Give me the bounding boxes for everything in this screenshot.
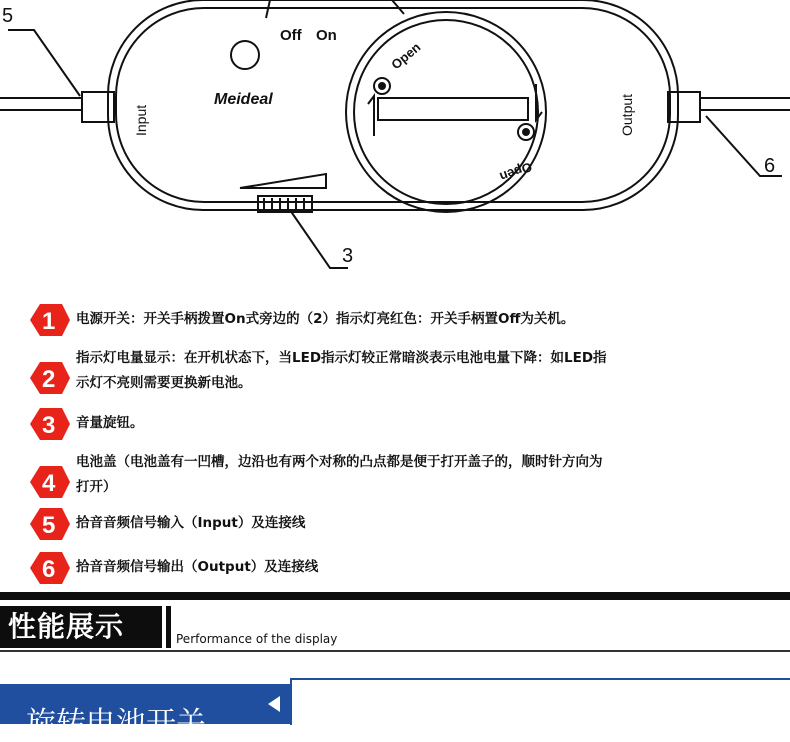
- number-badge-5: [26, 506, 70, 542]
- section-subtitle: Performance of the display: [176, 632, 338, 646]
- open-label-top: Open: [388, 39, 424, 73]
- open-label-bottom: Open: [497, 159, 535, 185]
- svg-text:1: 1: [42, 308, 56, 335]
- number-badge-3: [26, 406, 70, 442]
- device-diagram: [0, 0, 790, 290]
- number-badge-2: [26, 360, 70, 396]
- input-label: Input: [133, 104, 149, 136]
- callout-3: 3: [342, 245, 354, 267]
- arrow-left-icon: [268, 696, 280, 712]
- item-text: 电源开关：开关手柄拨置On式旁边的（2）指示灯亮红色：开关手柄置Off为关机。: [76, 311, 575, 327]
- switch-on-label: On: [316, 27, 337, 44]
- callout-5: 5: [2, 5, 14, 27]
- bottom-banner: [0, 676, 790, 741]
- number-badge-6: [26, 550, 70, 586]
- svg-text:2: 2: [42, 366, 56, 393]
- callout-6: 6: [764, 155, 776, 177]
- content-panel: [290, 678, 790, 725]
- svg-text:6: 6: [42, 556, 56, 583]
- svg-text:5: 5: [42, 512, 56, 539]
- item-text: 音量旋钮。: [76, 415, 144, 431]
- tab-text: 旋转电池开关: [26, 706, 206, 741]
- output-label: Output: [619, 93, 635, 136]
- item-text: 拾音音频信号输入（Input）及连接线: [76, 515, 306, 531]
- section-header: [0, 592, 790, 660]
- item-text: 指示灯电量显示：在开机状态下，当LED指示灯较正常暗淡表示电池电量下降：如LED指 示灯不亮则需要更换新电池。: [76, 350, 607, 391]
- section-title: 性能展示: [8, 610, 125, 643]
- svg-text:3: 3: [42, 412, 56, 439]
- switch-off-label: Off: [280, 27, 302, 44]
- section-bottom-rule: [0, 650, 790, 652]
- brand-logo: Meideal: [214, 91, 273, 108]
- blue-tab: [0, 684, 292, 741]
- section-separator: [166, 606, 171, 648]
- number-badge-4: [26, 464, 70, 500]
- item-text: 电池盖（电池盖有一凹槽，边沿也有两个对称的凸点都是便于打开盖子的，顺时针方向为 打开）: [76, 454, 603, 495]
- number-badge-1: [26, 302, 70, 338]
- svg-text:4: 4: [42, 470, 56, 497]
- section-title-box: [0, 606, 162, 648]
- item-text: 拾音音频信号输出（Output）及连接线: [76, 559, 319, 575]
- section-top-rule: [0, 592, 790, 600]
